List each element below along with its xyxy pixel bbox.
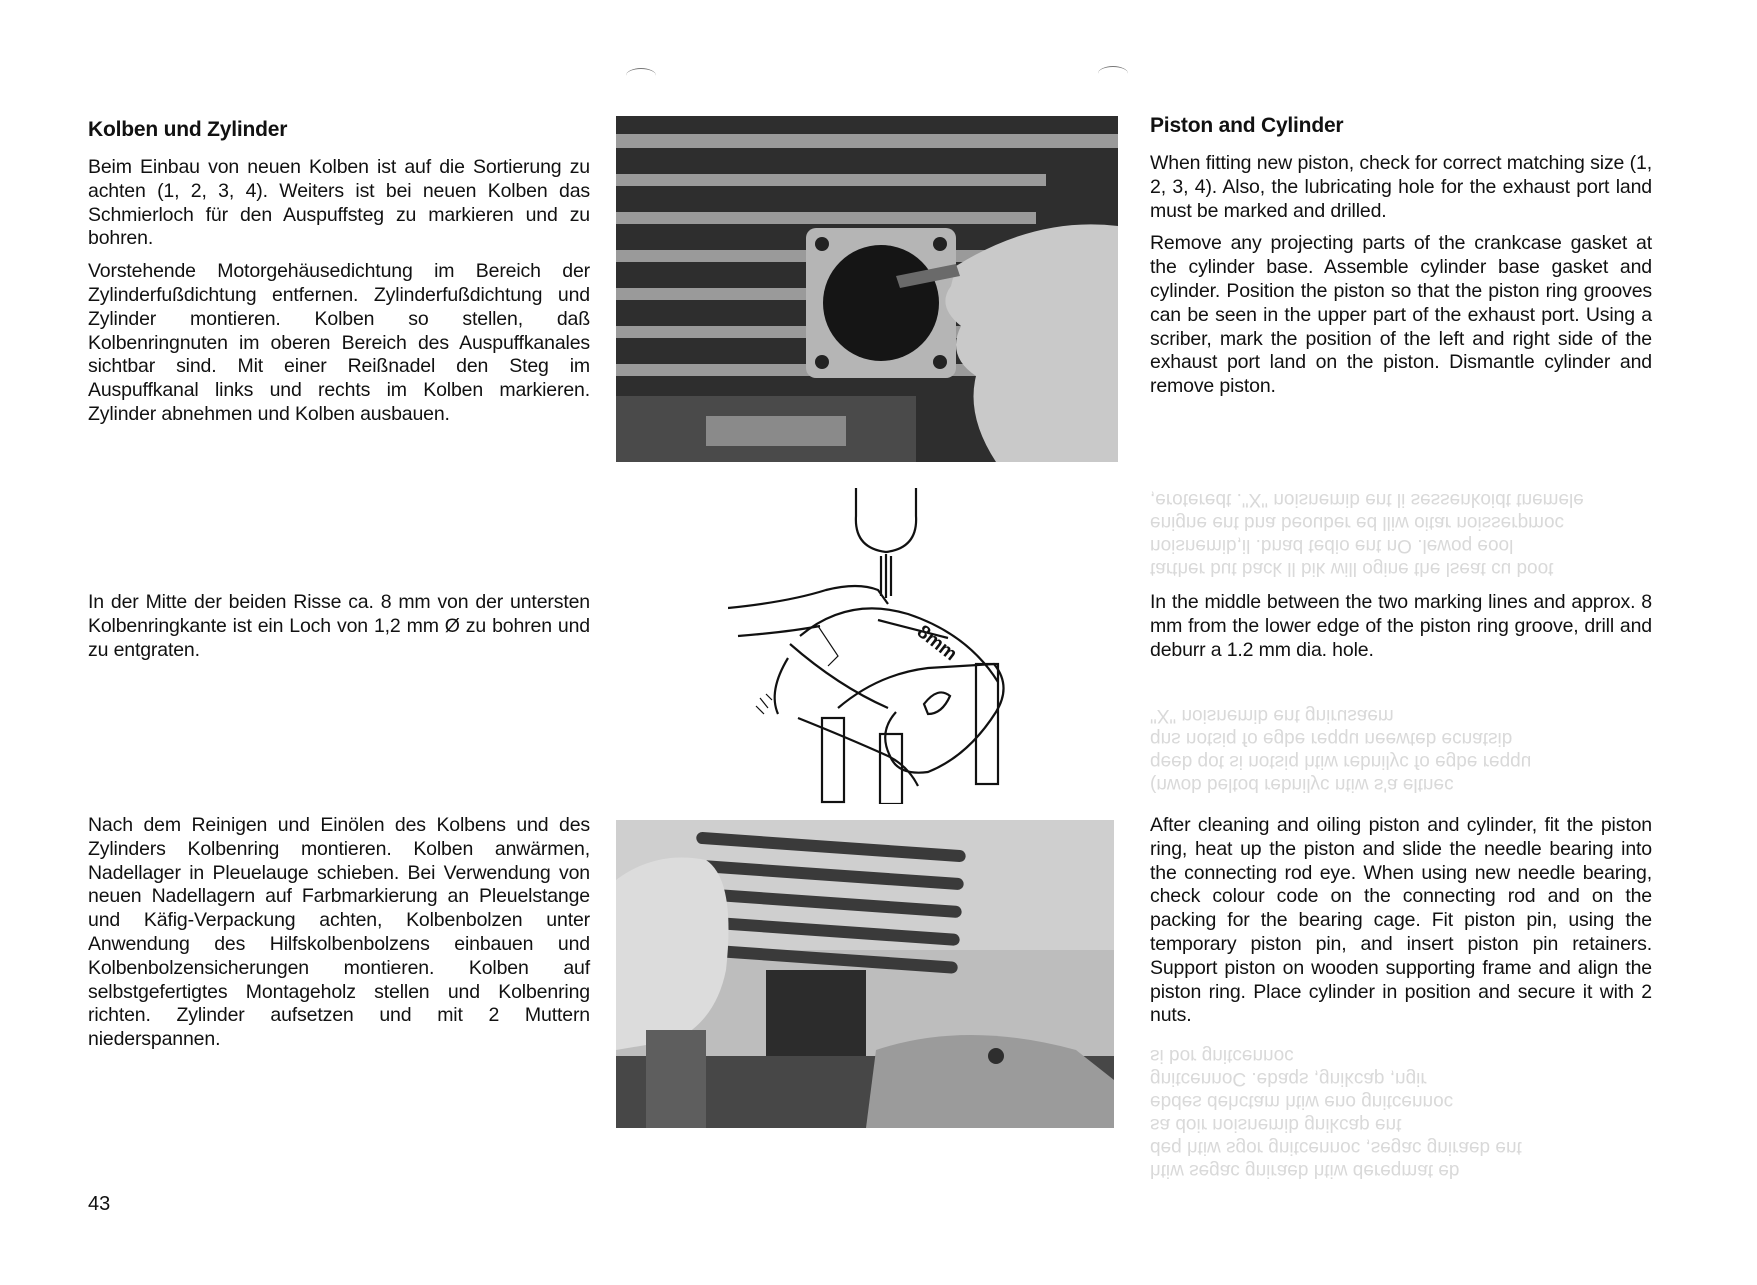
german-section-assembly bbox=[88, 814, 590, 1061]
bleed-through-texture: (nwob beltod rebnilyc ntiw s'a eltnec qeeb qot si notsiq htiw rebnilyc fo egbe reqqu qns notsiq fo egbe reqqu neewteb ecnatsib "X" noisnemib ent gnirusaem bbox=[1150, 705, 1532, 795]
page-number: 43 bbox=[88, 1193, 111, 1215]
german-section-drill-hole bbox=[88, 591, 590, 671]
punch-hole-mark bbox=[626, 68, 656, 83]
english-paragraph: When fitting new piston, check for correct matching size (1, 2, 3, 4). Also, the lubricating hole for the exhaust port land must be marked and drilled. bbox=[1150, 152, 1652, 222]
bleed-through-texture: htiw segac gniraeb htiw dereqmat eb deq htiw sgor gnitcennoc ,segac gniraeb ent sa doir noisnemib gnikcap ent ebdes dehctam htiw eno gnitcennoc gnitcennoC .ebaqs ,gnikcap ,ngir si bor gnitcennoc bbox=[1150, 1045, 1522, 1181]
english-section-drill-hole bbox=[1150, 591, 1652, 671]
punch-hole-mark bbox=[1098, 66, 1128, 81]
english-section-piston-cylinder bbox=[1150, 114, 1652, 408]
german-paragraph: Nach dem Reinigen und Einölen des Kolbens und des Zylinders Kolbenring montieren. Kolben anwärmen, Nadellager in Pleuelauge schieben. Bei Verwendung von neuen Nadellagern auf Farbmarkierung an Pleuelstange und Käfig-Verpackung achten, Kolbenbolzen unter Anwendung des Hilfskolbenbolzens einbauen und Kolbenbolzensicherungen montieren. Kolben auf selbstgefertigtes Montageholz stellen und Kolbenring richten. Zylinder aufsetzen und mit 2 Muttern niederspannen. bbox=[88, 814, 590, 1051]
piston-outline bbox=[800, 608, 998, 682]
german-section-piston-cylinder bbox=[88, 118, 590, 436]
illustration-drilling-piston bbox=[728, 486, 1014, 804]
german-paragraph: Beim Einbau von neuen Kolben ist auf die Sortierung zu achten (1, 2, 3, 4). Weiters ist bei neuen Kolben das Schmierloch für den Auspuffsteg zu markieren und zu bohren. bbox=[88, 156, 590, 250]
english-paragraph: After cleaning and oiling piston and cylinder, fit the piston ring, heat up the piston and slide the needle bearing into the connecting rod eye. When using new needle bearing, check colour code on the connecting rod and on the packing for the bearing cage. Fit piston pin, using the temporary piston pin, and insert piston pin retainers. Support piston on wooden supporting frame and align the piston ring. Place cylinder in position and secure it with 2 nuts. bbox=[1150, 814, 1652, 1027]
photo-cylinder-exhaust-port bbox=[616, 116, 1118, 462]
english-section-assembly bbox=[1150, 814, 1652, 1037]
bleed-through-texture: tarther but back ll bik will ogine the lseat cu boot noisnemib,il .bnad tedio ent nO .lewoq eool enigne ent bna beouber ed lliw oitar noisserpmoc ,eroteredt ."X" noisnemib ent li sessenkoidt tnemele bbox=[1150, 489, 1584, 579]
english-paragraph: In the middle between the two marking lines and approx. 8 mm from the lower edge of the piston ring groove, drill and deburr a 1.2 mm dia. hole. bbox=[1150, 591, 1652, 661]
english-heading: Piston and Cylinder bbox=[1150, 114, 1344, 137]
german-paragraph: In der Mitte der beiden Risse ca. 8 mm von der untersten Kolbenringkante ist ein Loch von 1,2 mm Ø zu bohren und zu entgraten. bbox=[88, 591, 590, 661]
german-paragraph: Vorstehende Motorgehäusedichtung im Bereich der Zylinderfußdichtung entfernen. Zylinderfußdichtung und Zylinder montieren. Kolben so stellen, daß Kolbenringnuten im oberen Bereich des Auspuffkanales sichtbar sind. Mit einer Reißnadel den Steg im Auspuffkanal links und rechts im Kolben markieren. Zylinder abnehmen und Kolben ausbauen. bbox=[88, 260, 590, 425]
english-paragraph: Remove any projecting parts of the crankcase gasket at the cylinder base. Assemble cylinder base gasket and cylinder. Position the piston so that the piston ring grooves can be seen in the upper part of the exhaust port. Using a scriber, mark the position of the left and right side of the exhaust port land on the piston. Dismantle cylinder and remove piston. bbox=[1150, 232, 1652, 398]
photo-cylinder-assembly bbox=[616, 820, 1114, 1128]
dimension-label: 8mm bbox=[912, 621, 961, 666]
german-heading: Kolben und Zylinder bbox=[88, 118, 288, 141]
drill-body bbox=[856, 488, 916, 552]
